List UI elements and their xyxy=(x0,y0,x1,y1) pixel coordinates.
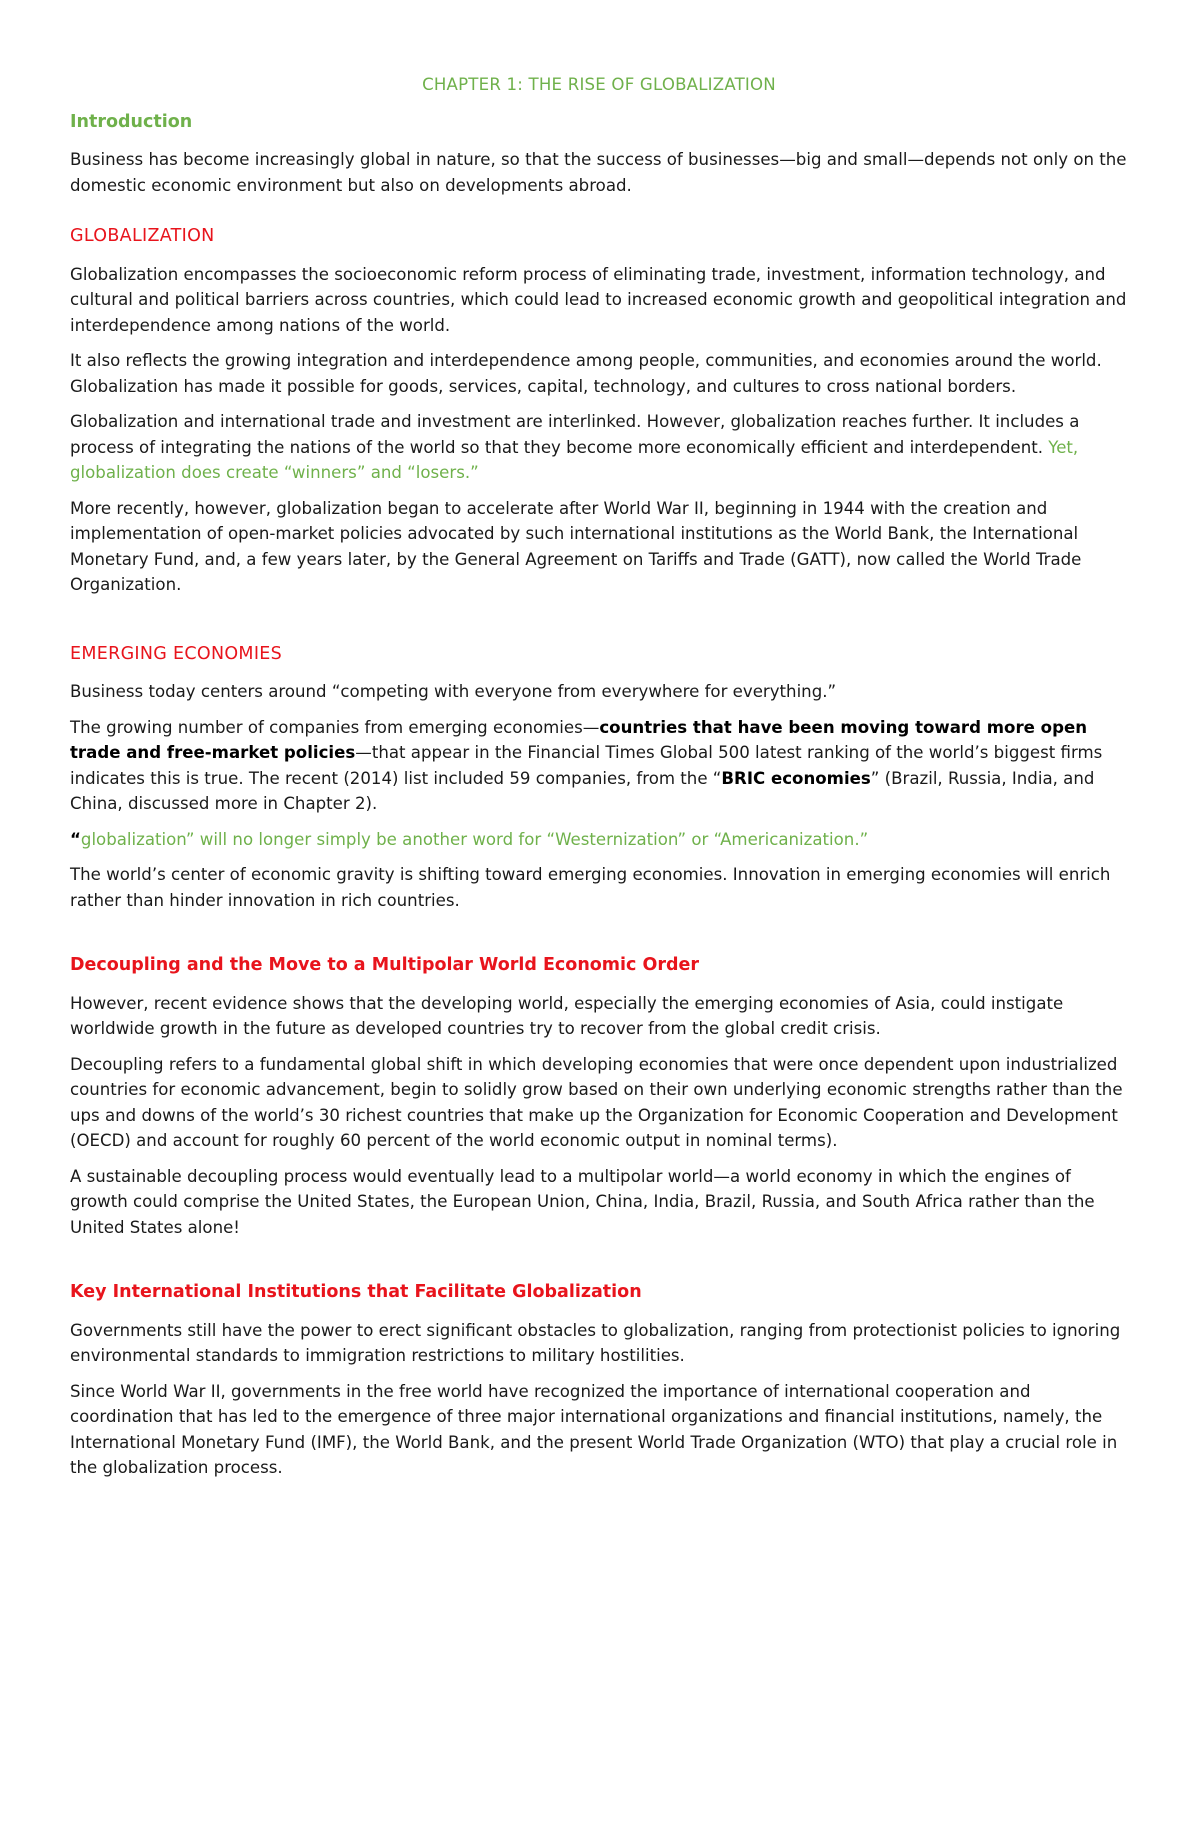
globalization-paragraph-4: More recently, however, globalization began to accelerate after World War II, beginning in 1944 with the creation and implementation of open-market policies advocated by such international institutions as the World Bank, the International Monetary Fund, and, a few years later, by the General Agreement on Tariffs and Trade (GATT), now called the World Trade Organization. xyxy=(70,498,1082,594)
decoupling-paragraph-1: However, recent evidence shows that the developing world, especially the emerging economies of Asia, could instigate worldwide growth in the future as developed countries try to recover from the global credit crisis. xyxy=(70,993,1064,1038)
decoupling-paragraph-3: A sustainable decoupling process would eventually lead to a multipolar world—a world economy in which the engines of growth could comprise the United States, the European Union, China, India, Brazil, Russia, and South Africa rather than the United States alone! xyxy=(70,1166,1095,1237)
globalization-heading: GLOBALIZATION xyxy=(70,226,215,246)
westernization-highlight: globalization” will no longer simply be another word for “Westernization” or “Americanization.” xyxy=(80,829,869,849)
globalization-paragraph-2: It also reflects the growing integration and interdependence among people, communities, and economies around the world. Globalization has made it possible for goods, services, capital, technology, and cultures to cross national borders. xyxy=(70,351,1102,396)
emerging-p2-bold-definition: countries that have been moving toward more open trade and free-market policies xyxy=(70,717,1088,762)
emerging-p2-part-c: ” (Brazil, Russia, India, and China, discussed more in Chapter 2). xyxy=(70,768,1095,813)
institutions-paragraph-1: Governments still have the power to erect significant obstacles to globalization, ranging from protectionist policies to ignoring environmental standards to immigration restrictions to military hostilities. xyxy=(70,1320,1121,1365)
institutions-heading: Key International Institutions that Facilitate Globalization xyxy=(70,1282,642,1302)
intro-heading: Introduction xyxy=(70,111,193,132)
chapter-title: CHAPTER 1: THE RISE OF GLOBALIZATION xyxy=(422,75,776,94)
decoupling-heading: Decoupling and the Move to a Multipolar World Economic Order xyxy=(70,955,700,975)
globalization-paragraph-3 xyxy=(70,409,1128,486)
emerging-paragraph-2 xyxy=(70,715,1128,817)
intro-paragraph: Business has become increasingly global in nature, so that the success of businesses—big and small—depends not only on the domestic economic environment but also on developments abroad. xyxy=(70,150,1127,195)
globalization-paragraph-1: Globalization encompasses the socioeconomic reform process of eliminating trade, investment, information technology, and cultural and political barriers across countries, which could lead to increased economic growth and geopolitical integration and interdependence among nations of the world. xyxy=(70,264,1127,335)
decoupling-paragraph-2: Decoupling refers to a fundamental global shift in which developing economies that were once dependent upon industrialized countries for economic advancement, begin to solidly grow based on their own underlying economic strengths rather than the ups and downs of the world’s 30 richest countries that make up the Organization for Economic Cooperation and Development (OECD) and account for roughly 60 percent of the world economic output in nominal terms). xyxy=(70,1054,1123,1150)
emerging-p2-part-a: The growing number of companies from emerging economies— xyxy=(70,717,600,737)
emerging-paragraph-3 xyxy=(70,827,1128,853)
emerging-paragraph-1: Business today centers around “competing with everyone from everywhere for everything.” xyxy=(70,682,837,701)
institutions-paragraph-2: Since World War II, governments in the free world have recognized the importance of international cooperation and coordination that has led to the emergence of three major international organizations and financial institutions, namely, the International Monetary Fund (IMF), the World Bank, and the present World Trade Organization (WTO) that play a crucial role in the globalization process. xyxy=(70,1381,1118,1477)
winners-losers-highlight: Yet, globalization does create “winners” and “losers.” xyxy=(70,437,1079,482)
emerging-paragraph-4: The world’s center of economic gravity is shifting toward emerging economies. Innovation in emerging economies will enrich rather than hinder innovation in rich countries. xyxy=(70,865,1111,910)
emerging-economies-heading: EMERGING ECONOMIES xyxy=(70,643,283,664)
emerging-p2-part-b: —that appear in the Financial Times Global 500 latest ranking of the world’s biggest firms indicates this is true. The recent (2014) list included 59 companies, from the “ xyxy=(70,743,1103,788)
emerging-p3-quote-mark: “ xyxy=(70,829,81,849)
emerging-p2-bric: BRIC economies xyxy=(721,768,871,788)
globalization-paragraph-3-text: Globalization and international trade and investment are interlinked. However, globalization reaches further. It includes a process of integrating the nations of the world so that they become more economically efficient and interdependent. xyxy=(70,412,1080,457)
